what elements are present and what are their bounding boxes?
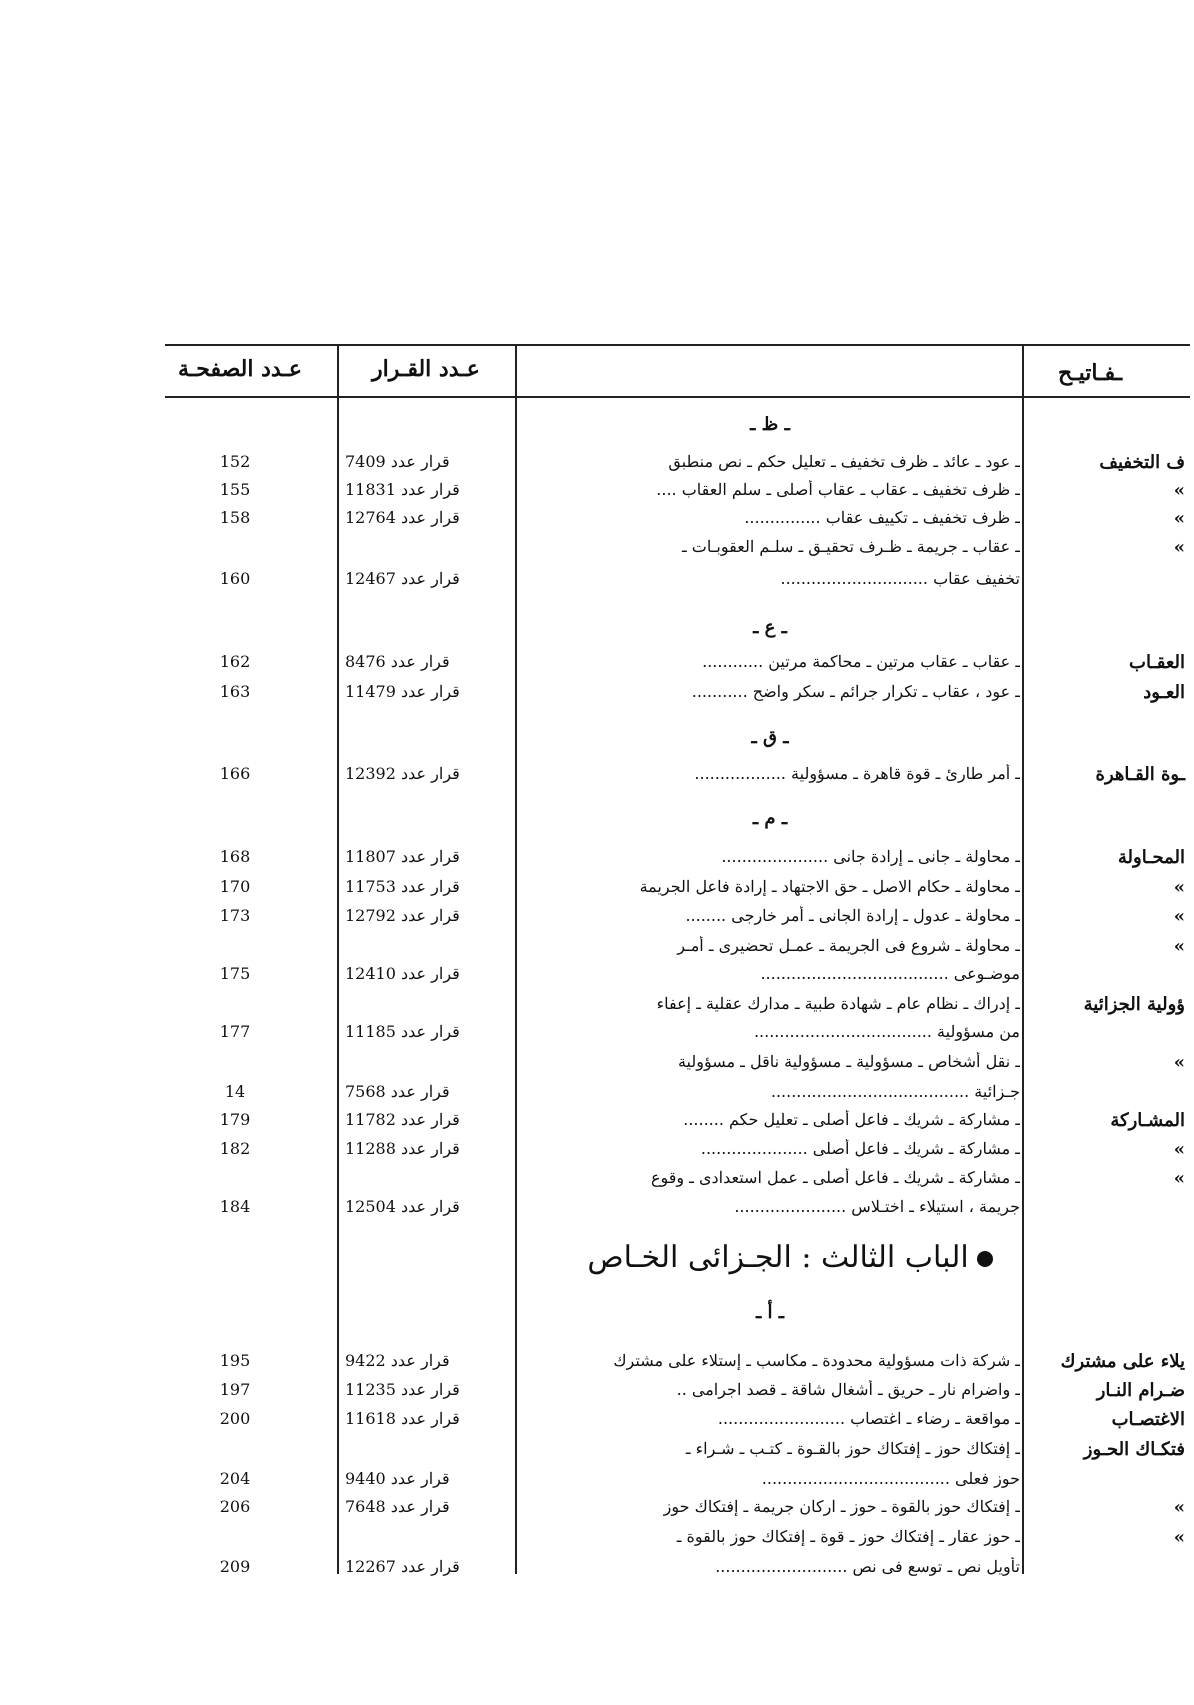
table-row (0, 1495, 1194, 1523)
description: ـ مشاركة ـ شريك ـ فاعل أصلى ـ عمل استعدادى ـ وقوع (650, 1168, 1020, 1187)
keyword: » (1173, 877, 1185, 898)
page-number: 163 (219, 682, 251, 701)
table-row (0, 962, 1194, 990)
description: تأويل نص ـ توسع فى نص .......................... (715, 1557, 1020, 1576)
decision-number: قرار عدد 11479 (345, 682, 460, 701)
keyword: » (1173, 1527, 1185, 1548)
page-number: 206 (219, 1497, 251, 1516)
description: حوز فعلى ..................................... (761, 1469, 1020, 1488)
keyword: ؤولية الجزائية (1083, 994, 1185, 1015)
section-dha: ـ ظ ـ (750, 414, 790, 435)
page-number: 155 (219, 480, 251, 499)
page-number: 168 (219, 847, 251, 866)
description: ـ واضرام نار ـ حريق ـ أشغال شاقة ـ قصد اجرامى .. (676, 1380, 1020, 1399)
decision-number: قرار عدد 11618 (345, 1409, 460, 1428)
table-top-rule (165, 344, 1190, 346)
page-number: 158 (219, 508, 251, 527)
table-row (0, 1525, 1194, 1553)
section-ain: ـ ع ـ (753, 617, 787, 638)
decision-number: قرار عدد 9440 (345, 1469, 450, 1488)
description: ـ ظرف تخفيف ـ عقاب ـ عقاب أصلى ـ سلم العقاب .... (656, 480, 1020, 499)
table-row (0, 650, 1194, 678)
description: ـ إدراك ـ نظام عام ـ شهادة طبية ـ مدارك عقلية ـ إعفاء (656, 994, 1020, 1013)
table-row (0, 1407, 1194, 1435)
table-row (0, 567, 1194, 595)
description: ـ مشاركة ـ شريك ـ فاعل أصلى ..................... (700, 1139, 1020, 1158)
decision-number: قرار عدد 7648 (345, 1497, 450, 1516)
table-row (0, 1166, 1194, 1194)
table-row (0, 680, 1194, 708)
description: ـ محاولة ـ شروع فى الجريمة ـ عمـل تحضيرى ـ أمـر (677, 936, 1020, 955)
keyword: » (1173, 537, 1185, 558)
table-row (0, 1437, 1194, 1465)
page-number: 195 (219, 1351, 251, 1370)
section-alif: ـ أ ـ (755, 1302, 785, 1323)
description: ـ شركة ذات مسؤولية محدودة ـ مكاسب ـ إستلاء على مشترك (613, 1351, 1020, 1370)
decision-number: قرار عدد 12392 (345, 764, 460, 783)
page-number: 160 (219, 569, 251, 588)
table-row (0, 992, 1194, 1020)
description: ـ محاولة ـ حكام الاصل ـ حق الاجتهاد ـ إرادة فاعل الجريمة (639, 877, 1020, 896)
keyword: » (1173, 1168, 1185, 1189)
decision-number: قرار عدد 11235 (345, 1380, 460, 1399)
part-title-text: الباب الثالث : الجـزائى الخـاص (587, 1240, 969, 1275)
table-row (0, 1137, 1194, 1165)
description: ـ أمر طارئ ـ قوة قاهرة ـ مسؤولية .................. (694, 764, 1020, 783)
keyword: ضـرام النـار (1096, 1380, 1185, 1401)
table-header-rule (165, 396, 1190, 398)
keyword: العقـاب (1129, 652, 1185, 673)
decision-number: قرار عدد 9422 (345, 1351, 450, 1370)
page-number: 166 (219, 764, 251, 783)
table-row (0, 845, 1194, 873)
description: موضـوعى ..................................... (760, 964, 1020, 983)
table-row (0, 904, 1194, 932)
decision-number: قرار عدد 12792 (345, 906, 460, 925)
keyword: » (1173, 1052, 1185, 1073)
table-row (0, 875, 1194, 903)
page-number: 170 (219, 877, 251, 896)
decision-number: قرار عدد 8476 (345, 652, 450, 671)
page-number: 204 (219, 1469, 251, 1488)
section-qaf: ـ ق ـ (751, 727, 789, 748)
decision-number: قرار عدد 11185 (345, 1022, 460, 1041)
page-number: 14 (224, 1082, 246, 1101)
decision-number: قرار عدد 11782 (345, 1110, 460, 1129)
keyword: » (1173, 906, 1185, 927)
keyword: ـوة القـاهرة (1095, 764, 1185, 785)
table-row (0, 1050, 1194, 1078)
decision-number: قرار عدد 7409 (345, 452, 450, 471)
table-row (0, 934, 1194, 962)
page-number: 177 (219, 1022, 251, 1041)
decision-number: قرار عدد 11753 (345, 877, 460, 896)
keyword: المحـاولة (1117, 847, 1185, 868)
table-row (0, 1080, 1194, 1108)
keyword: فتكـاك الحـوز (1083, 1439, 1185, 1460)
page-number: 197 (219, 1380, 251, 1399)
description: ـ عقاب ـ عقاب مرتين ـ محاكمة مرتين ............ (702, 652, 1020, 671)
page-number: 200 (219, 1409, 251, 1428)
table-row (0, 506, 1194, 534)
decision-number: قرار عدد 12764 (345, 508, 460, 527)
description: ـ عقاب ـ جريمة ـ ظـرف تحقيـق ـ سلـم العقوبـات ـ (682, 537, 1020, 556)
header-decision-number: عـدد القـرار (372, 356, 480, 382)
keyword: يلاء على مشترك (1060, 1351, 1185, 1372)
table-row (0, 535, 1194, 563)
description: ـ عود ـ عائد ـ ظرف تخفيف ـ تعليل حكم ـ نص منطبق (668, 452, 1020, 471)
keyword: » (1173, 1139, 1185, 1160)
page-number: 182 (219, 1139, 251, 1158)
table-row (0, 1467, 1194, 1495)
page-number: 152 (219, 452, 251, 471)
table-row (0, 1378, 1194, 1406)
keyword: » (1173, 508, 1185, 529)
keyword: » (1173, 480, 1185, 501)
description: ـ محاولة ـ عدول ـ إرادة الجانى ـ أمر خارجى ........ (685, 906, 1020, 925)
description: تخفيف عقاب ............................. (780, 569, 1020, 588)
page-number: 162 (219, 652, 251, 671)
header-page-number: عـدد الصفحـة (178, 356, 303, 382)
table-row (0, 1020, 1194, 1048)
decision-number: قرار عدد 12467 (345, 569, 460, 588)
description: ـ مواقعة ـ رضاء ـ اغتصاب ......................... (717, 1409, 1020, 1428)
keyword: » (1173, 1497, 1185, 1518)
table-row (0, 478, 1194, 506)
decision-number: قرار عدد 7568 (345, 1082, 450, 1101)
keyword: الاغتصـاب (1111, 1409, 1185, 1430)
table-row (0, 450, 1194, 478)
decision-number: قرار عدد 11288 (345, 1139, 460, 1158)
description: ـ ظرف تخفيف ـ تكييف عقاب ............... (744, 508, 1020, 527)
bullet-icon (977, 1251, 993, 1267)
description: ـ نقل أشخاص ـ مسؤولية ـ مسؤولية ناقل ـ مسؤولية (677, 1052, 1020, 1071)
part-title (560, 1240, 1020, 1275)
description: جـزائية ....................................... (770, 1082, 1020, 1101)
keyword: » (1173, 936, 1185, 957)
page-number: 179 (219, 1110, 251, 1129)
description: ـ عود ، عقاب ـ تكرار جرائم ـ سكر واضح ........... (691, 682, 1020, 701)
keyword: ف التخفيف (1099, 452, 1185, 473)
decision-number: قرار عدد 12410 (345, 964, 460, 983)
description: من مسؤولية ................................... (753, 1022, 1020, 1041)
section-mim: ـ م ـ (752, 808, 788, 829)
table-row (0, 1108, 1194, 1136)
description: ـ إفتكاك حوز ـ إفتكاك حوز بالقـوة ـ كتـب ـ شـراء ـ (685, 1439, 1020, 1458)
keyword: العـود (1143, 682, 1185, 703)
decision-number: قرار عدد 11807 (345, 847, 460, 866)
page-number: 209 (219, 1557, 251, 1576)
table-row (0, 762, 1194, 790)
table-row (0, 1555, 1194, 1583)
description: ـ محاولة ـ جانى ـ إرادة جانى ..................... (721, 847, 1020, 866)
page-number: 173 (219, 906, 251, 925)
description: جريمة ، استيلاء ـ اختـلاس ...................... (734, 1197, 1020, 1216)
table-row (0, 1349, 1194, 1377)
page-number: 175 (219, 964, 251, 983)
page-number: 184 (219, 1197, 251, 1216)
description: ـ مشاركة ـ شريك ـ فاعل أصلى ـ تعليل حكم ........ (683, 1110, 1020, 1129)
decision-number: قرار عدد 11831 (345, 480, 460, 499)
description: ـ حوز عقار ـ إفتكاك حوز ـ قوة ـ إفتكاك حوز بالقوة ـ (676, 1527, 1020, 1546)
decision-number: قرار عدد 12267 (345, 1557, 460, 1576)
header-keywords: ـفـاتيـح (1058, 360, 1123, 386)
keyword: المشـاركة (1110, 1110, 1185, 1131)
decision-number: قرار عدد 12504 (345, 1197, 460, 1216)
table-row (0, 1195, 1194, 1223)
description: ـ إفتكاك حوز بالقوة ـ حوز ـ اركان جريمة ـ إفتكاك حوز (663, 1497, 1020, 1516)
